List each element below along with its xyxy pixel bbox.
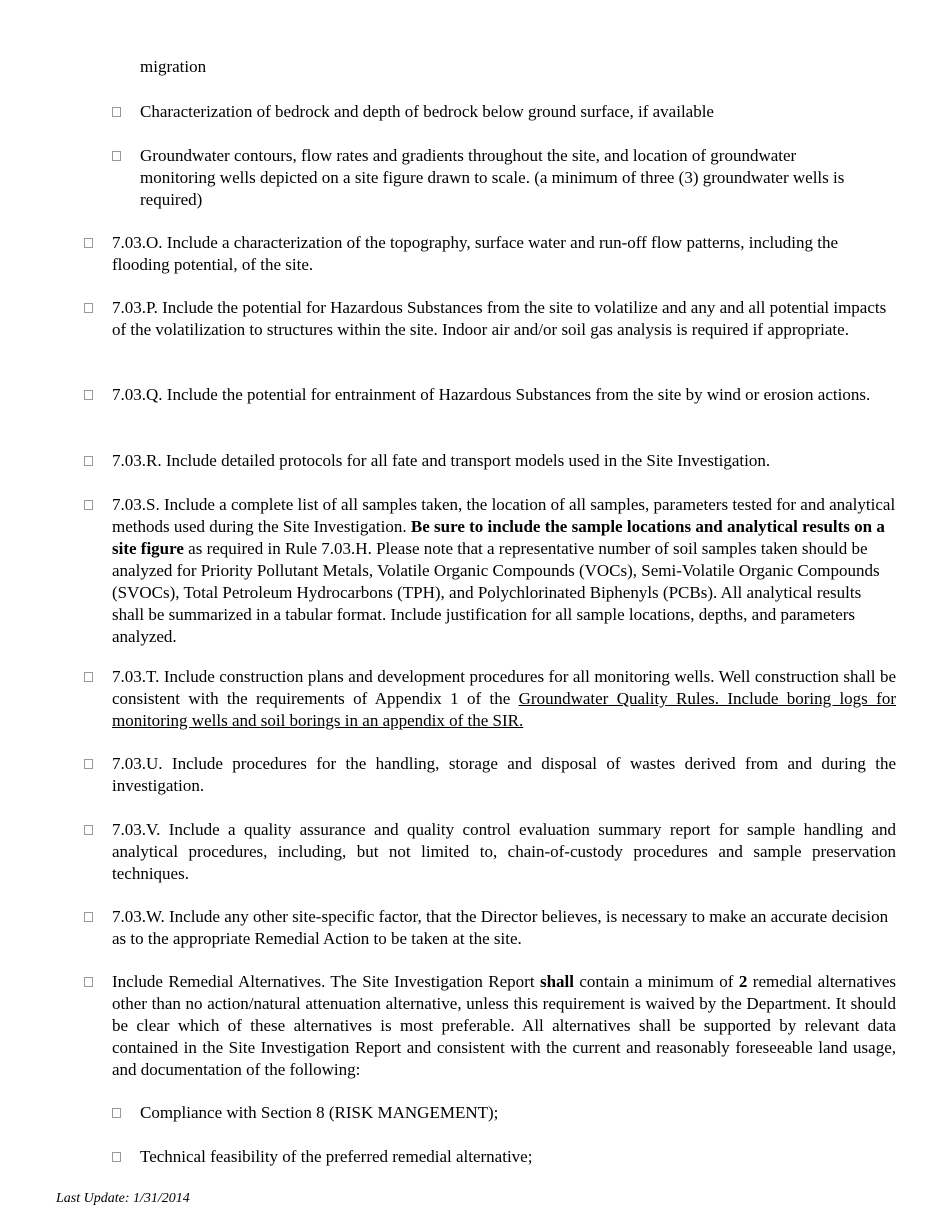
checkbox-bullet-icon	[84, 303, 93, 313]
rule-text: 7.03.V. Include a quality assurance and quality control evaluation summary report for sample handling and analytical procedures, including, but not limited to, chain-of-custody procedures and sample preservation techniques.	[112, 820, 896, 883]
rule-text: 7.03.U. Include procedures for the handling, storage and disposal of wastes derived from and during the investigation.	[112, 754, 896, 795]
checkbox-bullet-icon	[84, 500, 93, 510]
checkbox-bullet-icon	[84, 912, 93, 922]
list-item-text: Compliance with Section 8 (RISK MANGEMENT);	[140, 1103, 499, 1122]
rule-text: 7.03.R. Include detailed protocols for all fate and transport models used in the Site Investigation.	[112, 451, 771, 470]
list-item-text: Characterization of bedrock and depth of bedrock below ground surface, if available	[140, 102, 714, 121]
rule-text: 7.03.W. Include any other site-specific factor, that the Director believes, is necessary to make an accurate decision as to the appropriate Remedial Action to be taken at the site.	[112, 907, 889, 948]
emphasis-text: Be sure to include the sample locations and analytical results on a site figure	[112, 517, 885, 558]
rule-text: Include Remedial Alternatives. The Site Investigation Report shall contain a minimum of 2 remedial alternatives other than no action/natural attenuation alternative, unless this requirement is waived by the Department. It should be clear which of these alternatives is most preferable. All alternatives shall be supported by relevant data contained in the Site Investigation Report and consistent with the current and reasonably foreseeable land usage, and documentation of the following:	[112, 972, 897, 1079]
rule-text: 7.03.S. Include a complete list of all samples taken, the location of all samples, parameters tested for and analytical methods used during the Site Investigation. Be sure to include the sample locations and analytical results on a site figure as required in Rule 7.03.H. Please note that a representative number of soil samples taken should be analyzed for Priority Pollutant Metals, Volatile Organic Compounds (VOCs), Semi-Volatile Organic Compounds (SVOCs), Total Petroleum Hydrocarbons (TPH), and Polychlorinated Biphenyls (PCBs). All analytical results shall be summarized in a tabular format. Include justification for all sample locations, depths, and parameters analyzed.	[112, 495, 896, 646]
checkbox-bullet-icon	[84, 977, 93, 987]
rule-text: 7.03.Q. Include the potential for entrainment of Hazardous Substances from the site by wind or erosion actions.	[112, 385, 871, 404]
list-item-text: Groundwater contours, flow rates and gradients throughout the site, and location of groundwater monitoring wells depicted on a site figure drawn to scale. (a minimum of three (3) groundwater wells is required)	[140, 146, 845, 209]
checkbox-bullet-icon	[84, 672, 93, 682]
checkbox-bullet-icon	[84, 759, 93, 769]
rule-text: 7.03.O. Include a characterization of the topography, surface water and run-off flow patterns, including the flooding potential, of the site.	[112, 233, 839, 274]
checkbox-bullet-icon	[84, 456, 93, 466]
page-footer: Last Update: 1/31/2014	[56, 1191, 190, 1206]
checkbox-bullet-icon	[84, 390, 93, 400]
list-item-text: Technical feasibility of the preferred remedial alternative;	[140, 1147, 533, 1166]
checkbox-bullet-icon	[84, 238, 93, 248]
underlined-text: Groundwater Quality Rules. Include boring logs for monitoring wells and soil borings in an appendix of the SIR.	[112, 689, 896, 730]
continuation-text: migration	[140, 57, 207, 76]
checkbox-bullet-icon	[112, 1108, 121, 1118]
checkbox-bullet-icon	[84, 825, 93, 835]
checkbox-bullet-icon	[112, 151, 121, 161]
rule-text: 7.03.T. Include construction plans and development procedures for all monitoring wells. Well construction shall be consistent with the requirements of Appendix 1 of the Groundwater Quality Rules. Include boring logs for monitoring wells and soil borings in an appendix of the SIR.	[112, 667, 896, 730]
checkbox-bullet-icon	[112, 1152, 121, 1162]
rule-text: 7.03.P. Include the potential for Hazardous Substances from the site to volatilize and any and all potential impacts of the volatilization to structures within the site. Indoor air and/or soil gas analysis is required if appropriate.	[112, 298, 887, 339]
checkbox-bullet-icon	[112, 107, 121, 117]
